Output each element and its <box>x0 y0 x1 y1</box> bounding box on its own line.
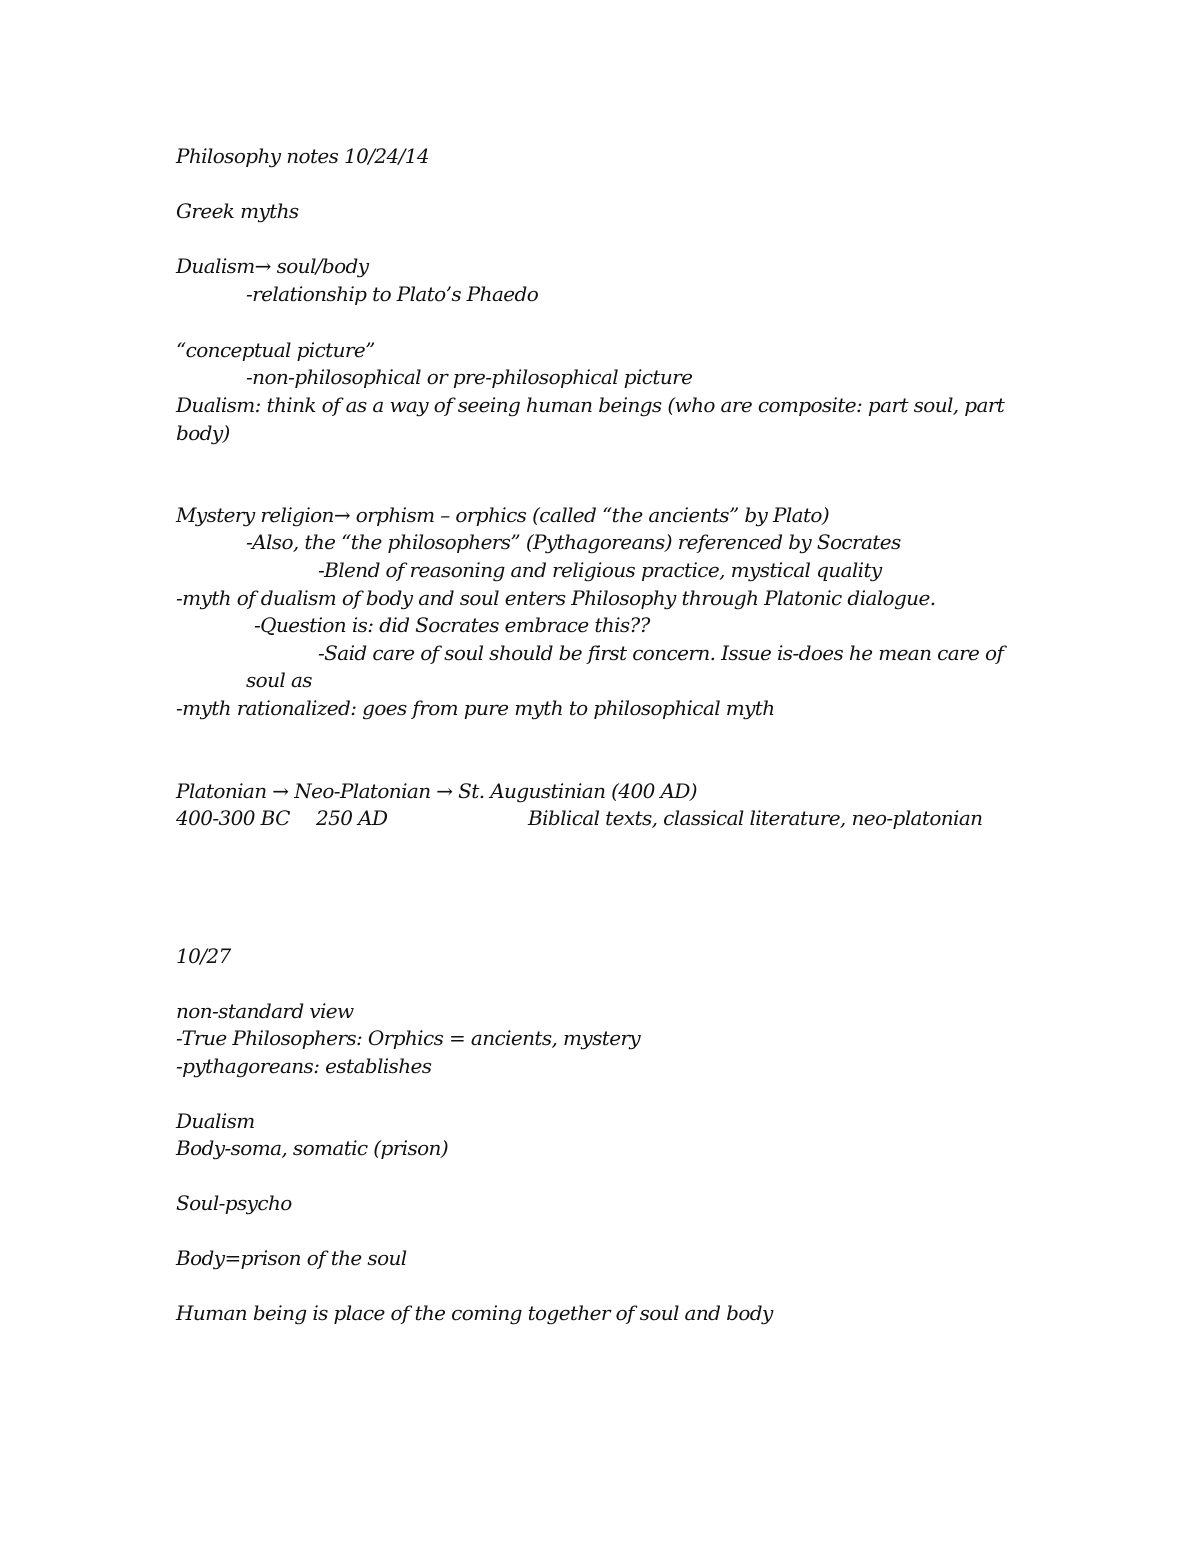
myth-dualism-line: -myth of dualism of body and soul enters Philosophy through Platonic dialogue. <box>176 586 936 610</box>
dualism-soul-body-line: Dualism→ soul/body <box>176 254 369 278</box>
non-philosophical-line: -non-philosophical or pre-philosophical picture <box>246 365 693 389</box>
greek-myths-heading: Greek myths <box>176 199 299 223</box>
dualism-definition-line-1: Dualism: think of as a way of seeing human beings (who are composite: part soul, part <box>176 393 1005 417</box>
relationship-phaedo-line: -relationship to Plato’s Phaedo <box>246 282 539 306</box>
neo-platonian-date: 250 AD <box>316 806 388 830</box>
soul-psycho-line: Soul-psycho <box>176 1191 292 1215</box>
said-care-line-1: -Said care of soul should be first concern. Issue is-does he mean care of <box>318 641 1004 665</box>
mystery-religion-line: Mystery religion→ orphism – orphics (called “the ancients” by Plato) <box>176 503 830 527</box>
notes-title: Philosophy notes 10/24/14 <box>176 144 430 168</box>
true-philosophers-line: -True Philosophers: Orphics = ancients, mystery <box>176 1026 641 1050</box>
question-socrates-line: -Question is: did Socrates embrace this?? <box>254 613 650 637</box>
section-date: 10/27 <box>176 944 231 968</box>
platonian-date: 400-300 BC <box>176 806 290 830</box>
said-care-line-2: soul as <box>246 668 312 692</box>
non-standard-view-line: non-standard view <box>176 999 354 1023</box>
timeline-heading: Platonian → Neo-Platonian → St. Augustinian (400 AD) <box>176 779 697 803</box>
human-being-line: Human being is place of the coming together of soul and body <box>176 1301 773 1325</box>
body-soma-line: Body-soma, somatic (prison) <box>176 1136 449 1160</box>
myth-rationalized-line: -myth rationalized: goes from pure myth to philosophical myth <box>176 696 775 720</box>
timeline-dates-row <box>176 804 1076 832</box>
body-prison-line: Body=prison of the soul <box>176 1246 407 1270</box>
dualism-definition-line-2: body) <box>176 421 230 445</box>
augustinian-sources: Biblical texts, classical literature, neo-platonian <box>528 806 983 830</box>
blend-reasoning-line: -Blend of reasoning and religious practice, mystical quality <box>318 558 882 582</box>
conceptual-picture-line: “conceptual picture” <box>176 338 375 362</box>
pythagoreans-line: -pythagoreans: establishes <box>176 1054 432 1078</box>
dualism-heading-2: Dualism <box>176 1109 255 1133</box>
also-philosophers-line: -Also, the “the philosophers” (Pythagoreans) referenced by Socrates <box>246 530 901 554</box>
